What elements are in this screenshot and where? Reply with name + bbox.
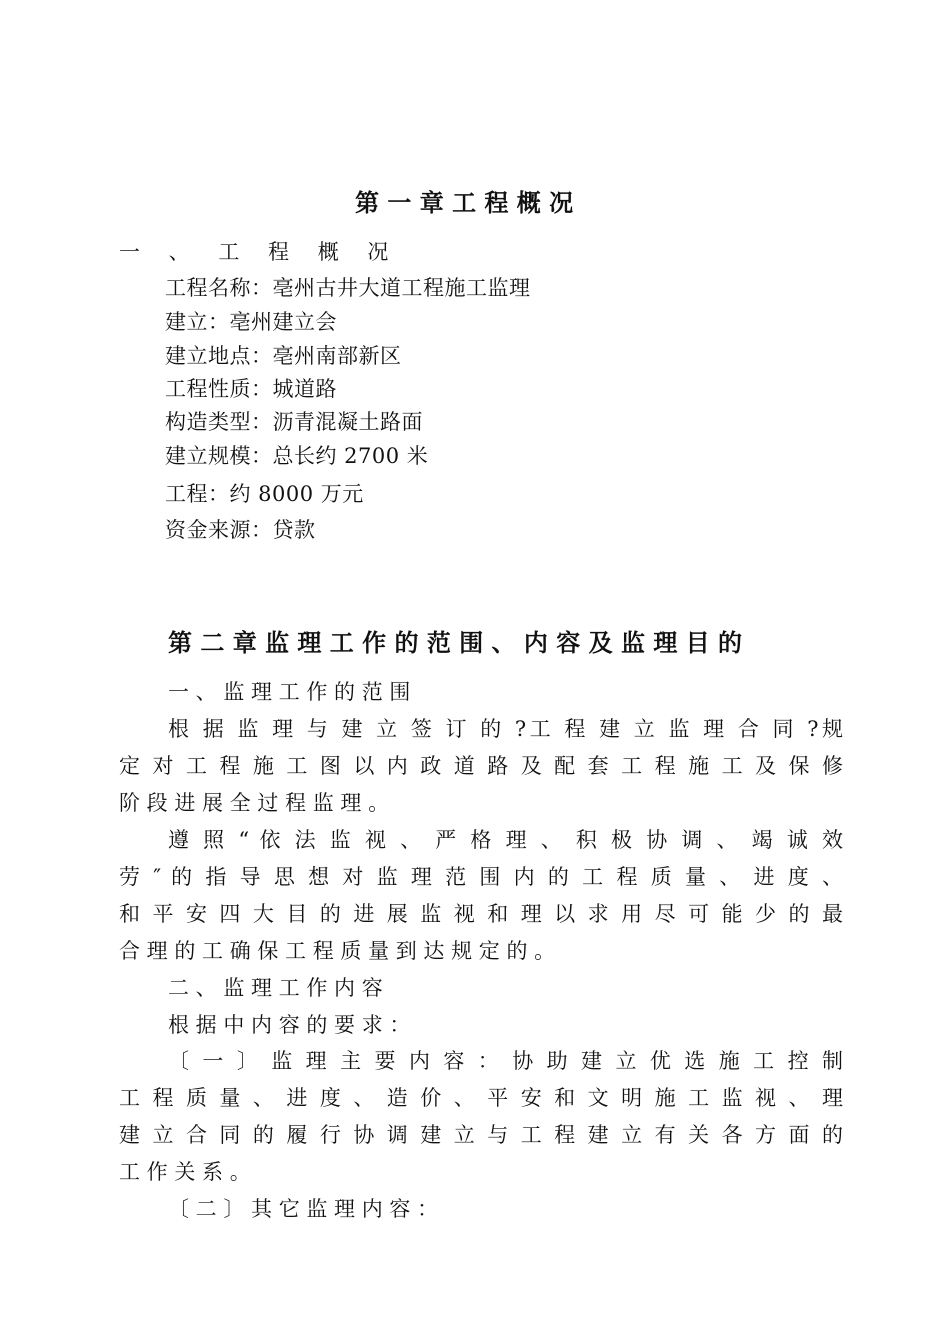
info-line: 工程性质：城道路 (165, 377, 337, 401)
info-line: 构造类型：沥青混凝土路面 (165, 410, 423, 434)
paragraph-line: 定 对 工 程 施 工 图 以 内 政 道 路 及 配 套 工 程 施 工 及 保 修 (119, 754, 843, 778)
info-line: 建立地点：亳州南部新区 (165, 344, 402, 368)
paragraph-line: 建 立 合 同 的 履 行 协 调 建 立 与 工 程 建 立 有 关 各 方 面 的 (119, 1123, 843, 1147)
paragraph-line: 合 理 的 工 确 保 工 程 质 量 到 达 规 定 的 。 (119, 939, 556, 963)
paragraph-line: 劳 ″ 的 指 导 思 想 对 监 理 范 围 内 的 工 程 质 量 、 进 度 、 (119, 865, 843, 889)
info-line: 资金来源：贷款 (165, 518, 316, 542)
section-2-intro: 根 据 中 内 容 的 要 求 ： (168, 1013, 411, 1037)
section-1-title: 一 、 监 理 工 作 的 范 围 (168, 680, 411, 704)
paragraph-line: 遵 照 “ 依 法 监 视 、 严 格 理 、 积 极 协 调 、 竭 诚 效 (168, 828, 843, 852)
info-line: 工程：约 8000 万元 (165, 482, 364, 506)
paragraph-line: 和 平 安 四 大 目 的 进 展 监 视 和 理 以 求 用 尽 可 能 少 的 最 (119, 902, 843, 926)
info-line: 工程名称：亳州古井大道工程施工监理 (165, 276, 531, 300)
paragraph-line: 〔 一 〕 监 理 主 要 内 容 ： 协 助 建 立 优 选 施 工 控 制 (168, 1049, 843, 1073)
paragraph-line: 根 据 监 理 与 建 立 签 订 的 ?工 程 建 立 监 理 合 同 ?规 (168, 717, 843, 741)
info-line: 建立规模：总长约 2700 米 (165, 444, 429, 468)
section-2-subsection-2: 〔 二 〕 其 它 监 理 内 容 ： (168, 1197, 439, 1221)
section-2-title: 二 、 监 理 工 作 内 容 (168, 976, 383, 1000)
paragraph-line: 阶 段 进 展 全 过 程 监 理 。 (119, 791, 390, 815)
chapter-1-section-title: 一 、 工 程 概 况 (119, 240, 400, 264)
chapter-1-title: 第 一 章 工 程 概 况 (355, 189, 574, 217)
paragraph-line: 工 作 关 系 。 (119, 1160, 251, 1184)
chapter-2-title: 第 二 章 监 理 工 作 的 范 围 、 内 容 及 监 理 目 的 (168, 629, 743, 657)
info-line: 建立：亳州建立会 (165, 310, 337, 334)
paragraph-line: 工 程 质 量 、 进 度 、 造 价 、 平 安 和 文 明 施 工 监 视 、 理 (119, 1086, 843, 1110)
